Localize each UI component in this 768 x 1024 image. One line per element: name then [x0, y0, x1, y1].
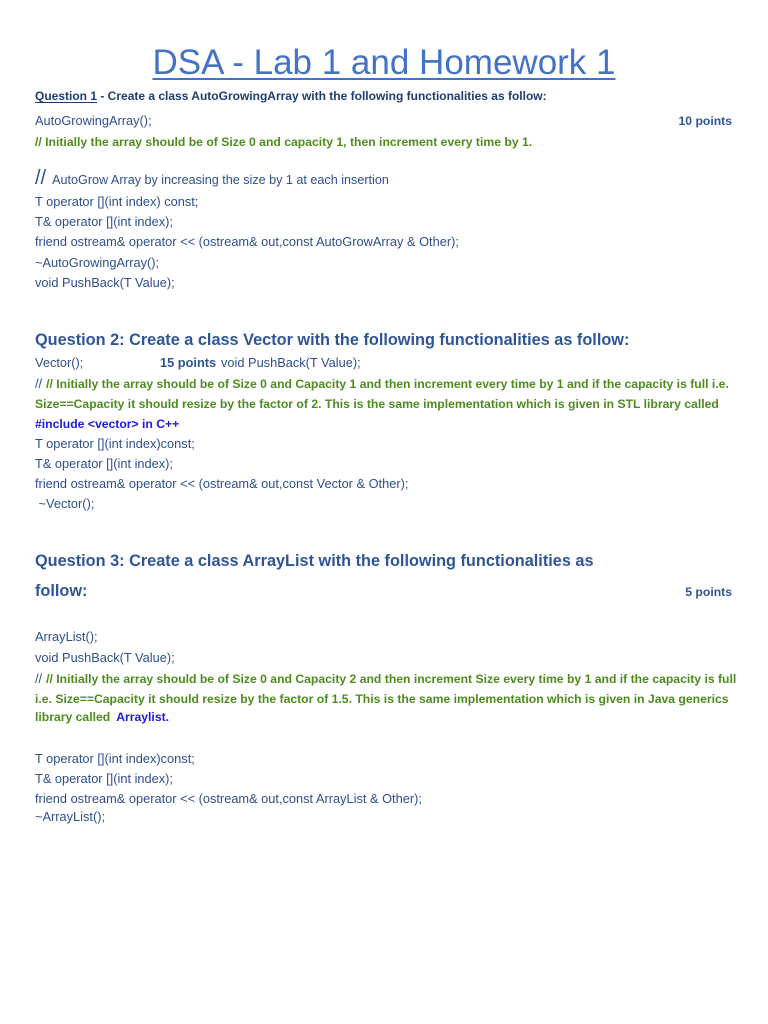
question-2-note-text-1: // Initially the array should be of Size 0 and Capacity 1 and then increment every time by 1 and if the capacity is full i.e.: [46, 377, 729, 391]
question-2-points: 15 points: [160, 355, 217, 370]
question-2-note-highlight: #include <vector> in C++: [35, 417, 180, 431]
question-3-note-text-1: // Initially the array should be of Size 0 and Capacity 2 and then increment Size every time by 1 and if the capacity is full: [46, 672, 737, 686]
question-1-comment-text: AutoGrow Array by increasing the size by 1 at each insertion: [52, 173, 389, 187]
question-3-member-index-ref: T& operator [](int index);: [35, 771, 173, 786]
question-3-note-line-1: [35, 669, 736, 689]
question-1-prompt: - Create a class AutoGrowingArray with the following functionalities as follow:: [97, 89, 547, 103]
question-3-note-highlight: Arraylist.: [116, 710, 170, 724]
question-1-comment: [35, 168, 389, 190]
question-1-member-index-ref: T& operator [](int index);: [35, 214, 173, 229]
question-3-note-text-3: library called: [35, 710, 111, 724]
comment-marker: //: [35, 167, 47, 189]
question-3-member-ostream: friend ostream& operator << (ostream& out,const ArrayList & Other);: [35, 791, 422, 806]
question-3-note-line-3: [35, 707, 169, 727]
question-2-constructor: Vector();: [35, 355, 84, 370]
question-3-constructor: ArrayList();: [35, 629, 98, 644]
question-1-member-destructor: ~AutoGrowingArray();: [35, 255, 160, 270]
question-3-note-line-2: i.e. Size==Capacity it should resize by the factor of 1.5. This is the same implementation which is given in Java generics: [35, 692, 729, 706]
question-3-heading-line-1: Question 3: Create a class ArrayList with the following functionalities as: [35, 552, 594, 570]
question-2-member-index-const: T operator [](int index)const;: [35, 436, 195, 451]
question-1-member-ostream: friend ostream& operator << (ostream& out,const AutoGrowArray & Other);: [35, 234, 459, 249]
question-3-member-index-const: T operator [](int index)const;: [35, 751, 195, 766]
question-1-constructor: AutoGrowingArray();: [35, 113, 152, 128]
question-2-note-line-2: Size==Capacity it should resize by the factor of 2. This is the same implementation which is given in STL library called: [35, 397, 719, 411]
question-3-heading-line-2: follow:: [35, 582, 88, 600]
question-1-label: Question 1: [35, 89, 98, 103]
question-2-member-destructor: ~Vector();: [35, 496, 95, 511]
question-2-pushback: void PushBack(T Value);: [221, 355, 361, 370]
question-3-points: 5 points: [685, 585, 732, 599]
question-1-member-pushback: void PushBack(T Value);: [35, 275, 175, 290]
question-2-note-line-1: [35, 374, 729, 394]
question-2-member-ostream: friend ostream& operator << (ostream& out,const Vector & Other);: [35, 476, 409, 491]
question-1-heading: [35, 86, 547, 106]
document-title: DSA - Lab 1 and Homework 1: [152, 43, 616, 82]
question-3-member-destructor: ~ArrayList();: [35, 809, 106, 824]
question-1-member-index-const: T operator [](int index) const;: [35, 194, 199, 209]
question-1-points: 10 points: [678, 114, 732, 128]
question-2-heading: Question 2: Create a class Vector with the following functionalities as follow:: [35, 331, 630, 349]
question-3-pushback: void PushBack(T Value);: [35, 650, 175, 665]
comment-marker: //: [35, 671, 43, 686]
question-2-member-index-ref: T& operator [](int index);: [35, 456, 173, 471]
comment-marker: //: [35, 376, 43, 391]
question-1-note: // Initially the array should be of Size 0 and capacity 1, then increment every time by 1.: [35, 135, 533, 149]
